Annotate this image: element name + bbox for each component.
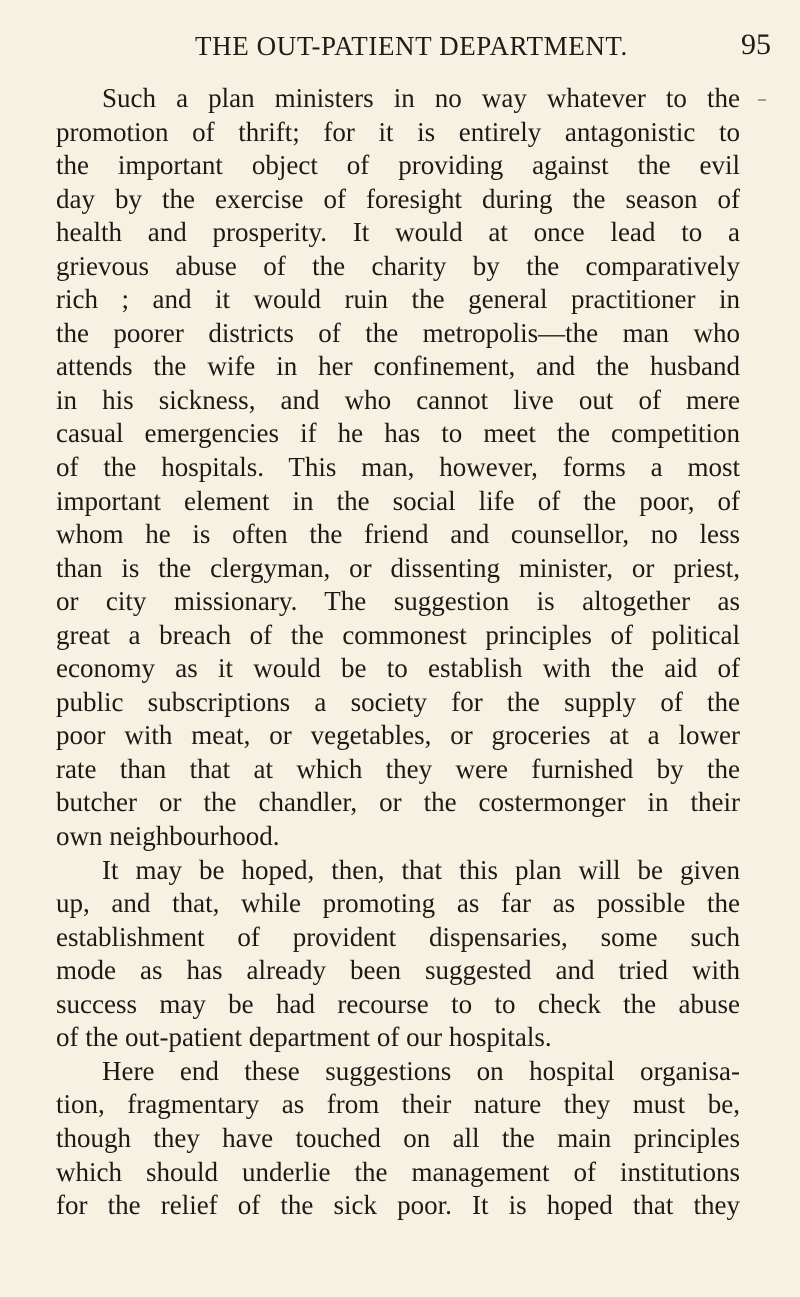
text-line: own neighbourhood. xyxy=(56,821,280,852)
text-line: grievous abuse of the charity by the comparatively xyxy=(56,250,740,281)
text-line: which should underlie the management of institutions xyxy=(56,1156,740,1187)
text-line: in his sickness, and who cannot live out of mere xyxy=(56,384,740,415)
running-title: THE OUT-PATIENT DEPARTMENT. xyxy=(195,31,628,61)
margin-mark xyxy=(758,99,766,101)
text-line: Here end these suggestions on hospital organisa- xyxy=(102,1055,740,1086)
text-line: tion, fragmentary as from their nature they must be, xyxy=(56,1089,740,1120)
text-line: attends the wife in her confinement, and the husband xyxy=(56,351,740,382)
text-line: or city missionary. The suggestion is altogether as xyxy=(56,586,740,617)
text-line: public subscriptions a society for the supply of the xyxy=(56,686,740,717)
text-line: of the out-patient department of our hospitals. xyxy=(56,1022,552,1053)
text-line: It may be hoped, then, that this plan will be given xyxy=(102,854,740,885)
text-line: health and prosperity. It would at once lead to a xyxy=(56,217,740,248)
text-line: the important object of providing against the evil xyxy=(56,150,740,181)
text-line: great a breach of the commonest principles of political xyxy=(56,619,740,650)
text-line: economy as it would be to establish with the aid of xyxy=(56,653,740,684)
text-line: than is the clergyman, or dissenting minister, or priest, xyxy=(56,552,740,583)
text-line: important element in the social life of the poor, of xyxy=(56,485,740,516)
text-line: whom he is often the friend and counsellor, no less xyxy=(56,519,740,550)
text-line: for the relief of the sick poor. It is hoped that they xyxy=(56,1190,740,1221)
text-line: the poorer districts of the metropolis—the man who xyxy=(56,317,740,348)
text-line: mode as has already been suggested and tried with xyxy=(56,955,740,986)
running-head xyxy=(55,26,775,66)
text-line: day by the exercise of foresight during the season of xyxy=(56,183,740,214)
text-line: up, and that, while promoting as far as possible the xyxy=(56,888,740,919)
paragraph-1 xyxy=(56,82,740,854)
text-line: poor with meat, or vegetables, or groceries at a lower xyxy=(56,720,740,751)
text-line: of the hospitals. This man, however, forms a most xyxy=(56,452,740,483)
page-number: 95 xyxy=(741,28,771,61)
text-line: rate than that at which they were furnished by the xyxy=(56,753,740,784)
paragraph-2 xyxy=(56,854,740,1055)
text-line: casual emergencies if he has to meet the competition xyxy=(56,418,740,449)
text-line: success may be had recourse to to check the abuse xyxy=(56,988,740,1019)
text-line: Such a plan ministers in no way whatever to the xyxy=(102,83,740,113)
body-text xyxy=(56,82,740,1223)
text-line: though they have touched on all the main principles xyxy=(56,1122,740,1153)
paragraph-3 xyxy=(56,1055,740,1223)
text-line: establishment of provident dispensaries, some such xyxy=(56,921,740,952)
text-line: butcher or the chandler, or the costermonger in their xyxy=(56,787,740,818)
text-line: promotion of thrift; for it is entirely antagonistic to xyxy=(56,116,740,147)
text-line: rich ; and it would ruin the general practitioner in xyxy=(56,284,740,315)
